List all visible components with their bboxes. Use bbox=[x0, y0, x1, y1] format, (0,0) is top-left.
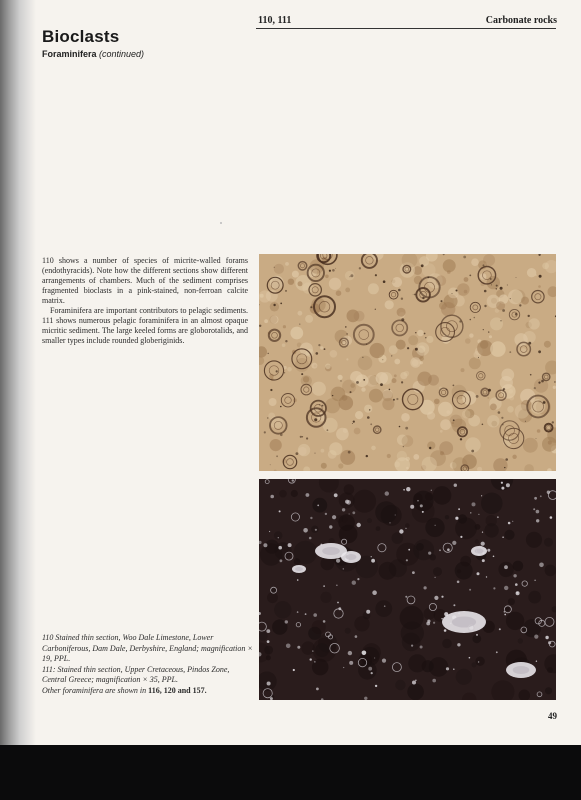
cross-reference bbox=[42, 686, 254, 697]
page-title: Bioclasts bbox=[42, 27, 120, 46]
micrograph-110 bbox=[259, 254, 556, 471]
running-head-section: Carbonate rocks bbox=[485, 15, 557, 26]
cross-reference-text: Other foraminifera are shown in bbox=[42, 685, 147, 695]
page-subtitle bbox=[42, 49, 144, 59]
figure-captions bbox=[42, 633, 254, 696]
caption-110: 110 Stained thin section, Woo Dale Limestone, Lower Carboniferous, Dam Dale, Derbyshire, England; magnification × 19, PPL. bbox=[42, 633, 253, 663]
scan-background bbox=[0, 745, 581, 800]
cross-reference-numbers: 116, 120 and 157. bbox=[148, 685, 207, 695]
subtitle-note: (continued) bbox=[99, 49, 145, 59]
caption-111: 111: Stained thin section, Upper Cretaceous, Pindos Zone, Central Greece; magnification × 35, PPL. bbox=[42, 664, 230, 684]
gutter-shadow bbox=[0, 0, 36, 745]
micrograph-111 bbox=[259, 479, 556, 700]
body-paragraph-1: 110 shows a number of species of micrite-walled forams (endothyracids). Note how the different sections show different arrangements of chambers. Much of the sediment comprises fragmented bioclasts in a pink-stained, non-ferroan calcite matrix. bbox=[42, 256, 248, 305]
running-head-figure-numbers: 110, 111 bbox=[258, 15, 292, 26]
stray-mark bbox=[220, 222, 222, 224]
body-paragraph-2: Foraminifera are important contributors to pelagic sediments. 111 shows numerous pelagic foraminifera in an almost opaque micritic sediment. The large keeled forms are globorotalids, and smaller types include rounded globeriginids. bbox=[42, 306, 248, 345]
page-number: 49 bbox=[548, 711, 557, 721]
header-rule bbox=[256, 28, 556, 29]
body-text bbox=[42, 256, 248, 346]
subtitle-main: Foraminifera bbox=[42, 49, 97, 59]
micrograph-111-image bbox=[259, 479, 556, 700]
micrograph-110-image bbox=[259, 254, 556, 471]
